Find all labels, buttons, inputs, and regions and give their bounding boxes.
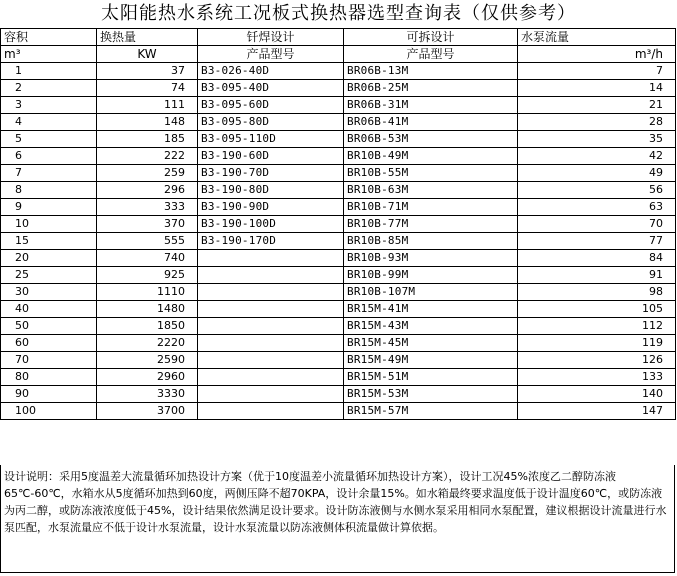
cell-volume: 60: [1, 335, 97, 352]
cell-brazed-model: [198, 335, 344, 352]
table-row: [1, 335, 676, 352]
table-row: [1, 250, 676, 267]
cell-brazed-model: B3-026-40D: [198, 63, 344, 80]
cell-detachable-model: BR15M-57M: [344, 403, 518, 420]
header-brazed-design: 钎焊设计: [198, 29, 344, 46]
unit-heat: KW: [97, 46, 198, 63]
cell-detachable-model: BR10B-71M: [344, 199, 518, 216]
cell-detachable-model: BR06B-25M: [344, 80, 518, 97]
page-title: 太阳能热水系统工况板式换热器选型查询表（仅供参考）: [101, 3, 576, 24]
cell-heat: 555: [97, 233, 198, 250]
cell-brazed-model: [198, 352, 344, 369]
unit-detachable-model: 产品型号: [344, 46, 518, 63]
cell-brazed-model: [198, 284, 344, 301]
cell-heat: 222: [97, 148, 198, 165]
cell-heat: 3330: [97, 386, 198, 403]
cell-volume: 6: [1, 148, 97, 165]
cell-volume: 3: [1, 97, 97, 114]
cell-detachable-model: BR15M-53M: [344, 386, 518, 403]
cell-volume: 1: [1, 63, 97, 80]
cell-volume: 70: [1, 352, 97, 369]
cell-brazed-model: B3-190-80D: [198, 182, 344, 199]
cell-volume: 7: [1, 165, 97, 182]
cell-volume: 100: [1, 403, 97, 420]
cell-brazed-model: [198, 301, 344, 318]
cell-volume: 15: [1, 233, 97, 250]
unit-brazed-model: 产品型号: [198, 46, 344, 63]
cell-volume: 5: [1, 131, 97, 148]
cell-pump-flow: 28: [518, 114, 676, 131]
unit-volume: m³: [1, 46, 97, 63]
table-row: [1, 216, 676, 233]
cell-brazed-model: B3-190-60D: [198, 148, 344, 165]
header-heat-exchange: 换热量: [97, 29, 198, 46]
header-pump-flow: 水泵流量: [518, 29, 676, 46]
cell-pump-flow: 147: [518, 403, 676, 420]
header-row-1: [1, 29, 676, 46]
table-row: [1, 301, 676, 318]
cell-detachable-model: BR15M-43M: [344, 318, 518, 335]
cell-pump-flow: 7: [518, 63, 676, 80]
cell-volume: 90: [1, 386, 97, 403]
cell-detachable-model: BR10B-107M: [344, 284, 518, 301]
cell-pump-flow: 119: [518, 335, 676, 352]
cell-volume: 8: [1, 182, 97, 199]
cell-pump-flow: 84: [518, 250, 676, 267]
cell-detachable-model: BR10B-55M: [344, 165, 518, 182]
cell-brazed-model: [198, 386, 344, 403]
cell-pump-flow: 70: [518, 216, 676, 233]
table-row: [1, 199, 676, 216]
cell-brazed-model: B3-095-40D: [198, 80, 344, 97]
table-row: [1, 97, 676, 114]
header-detachable-design: 可拆设计: [344, 29, 518, 46]
cell-brazed-model: [198, 250, 344, 267]
cell-heat: 111: [97, 97, 198, 114]
cell-detachable-model: BR15M-45M: [344, 335, 518, 352]
cell-pump-flow: 77: [518, 233, 676, 250]
cell-heat: 370: [97, 216, 198, 233]
cell-volume: 25: [1, 267, 97, 284]
cell-heat: 296: [97, 182, 198, 199]
cell-detachable-model: BR10B-63M: [344, 182, 518, 199]
cell-heat: 1480: [97, 301, 198, 318]
cell-brazed-model: B3-190-170D: [198, 233, 344, 250]
cell-detachable-model: BR06B-13M: [344, 63, 518, 80]
cell-volume: 4: [1, 114, 97, 131]
cell-heat: 2960: [97, 369, 198, 386]
header-volume: 容积: [1, 29, 97, 46]
table-row: [1, 403, 676, 420]
table-row: [1, 267, 676, 284]
cell-heat: 3700: [97, 403, 198, 420]
cell-volume: 80: [1, 369, 97, 386]
cell-brazed-model: B3-190-70D: [198, 165, 344, 182]
cell-detachable-model: BR10B-49M: [344, 148, 518, 165]
cell-detachable-model: BR10B-77M: [344, 216, 518, 233]
cell-pump-flow: 14: [518, 80, 676, 97]
cell-pump-flow: 105: [518, 301, 676, 318]
cell-brazed-model: [198, 318, 344, 335]
cell-pump-flow: 35: [518, 131, 676, 148]
table-row: [1, 63, 676, 80]
table-row: [1, 284, 676, 301]
cell-pump-flow: 98: [518, 284, 676, 301]
cell-volume: 9: [1, 199, 97, 216]
cell-pump-flow: 42: [518, 148, 676, 165]
cell-detachable-model: BR15M-49M: [344, 352, 518, 369]
cell-heat: 2590: [97, 352, 198, 369]
cell-heat: 1850: [97, 318, 198, 335]
table-row: [1, 352, 676, 369]
cell-pump-flow: 91: [518, 267, 676, 284]
cell-pump-flow: 140: [518, 386, 676, 403]
table-row: [1, 369, 676, 386]
cell-heat: 37: [97, 63, 198, 80]
cell-pump-flow: 133: [518, 369, 676, 386]
cell-volume: 20: [1, 250, 97, 267]
cell-pump-flow: 56: [518, 182, 676, 199]
cell-volume: 10: [1, 216, 97, 233]
cell-brazed-model: B3-190-90D: [198, 199, 344, 216]
cell-detachable-model: BR06B-41M: [344, 114, 518, 131]
table-row: [1, 386, 676, 403]
table-row: [1, 131, 676, 148]
cell-pump-flow: 126: [518, 352, 676, 369]
cell-brazed-model: [198, 369, 344, 386]
cell-detachable-model: BR10B-99M: [344, 267, 518, 284]
cell-heat: 925: [97, 267, 198, 284]
table-row: [1, 148, 676, 165]
cell-heat: 148: [97, 114, 198, 131]
cell-detachable-model: BR06B-53M: [344, 131, 518, 148]
table-row: [1, 182, 676, 199]
table-row: [1, 114, 676, 131]
cell-volume: 40: [1, 301, 97, 318]
cell-heat: 74: [97, 80, 198, 97]
cell-heat: 333: [97, 199, 198, 216]
cell-detachable-model: BR10B-93M: [344, 250, 518, 267]
cell-heat: 740: [97, 250, 198, 267]
cell-detachable-model: BR06B-31M: [344, 97, 518, 114]
cell-pump-flow: 49: [518, 165, 676, 182]
design-notes: 设计说明：采用5度温差大流量循环加热设计方案（优于10度温差小流量循环加热设计方案），设计工况45%浓度乙二醇防冻液65℃-60℃，水箱水从5度循环加热到60度，两侧压降不超70KPA，设计余量15%。如水箱最终要求温度低于设计温度60℃，或防冻液为丙二醇，或防冻液浓度低于45%，设计结果依然满足设计要求。设计防冻液侧与水侧水泵采用相同水泵配置，建议根据设计流量进行水泵匹配，水泵流量应不低于设计水泵流量，设计水泵流量以防冻液侧体积流量做计算依据。: [0, 465, 675, 573]
table-row: [1, 233, 676, 250]
header-row-2: [1, 46, 676, 63]
selection-table: [0, 28, 676, 420]
cell-pump-flow: 112: [518, 318, 676, 335]
cell-brazed-model: B3-095-110D: [198, 131, 344, 148]
cell-detachable-model: BR15M-51M: [344, 369, 518, 386]
cell-volume: 50: [1, 318, 97, 335]
cell-heat: 1110: [97, 284, 198, 301]
unit-pump-flow: m³/h: [518, 46, 676, 63]
cell-detachable-model: BR15M-41M: [344, 301, 518, 318]
cell-brazed-model: B3-095-60D: [198, 97, 344, 114]
cell-detachable-model: BR10B-85M: [344, 233, 518, 250]
cell-brazed-model: B3-095-80D: [198, 114, 344, 131]
cell-pump-flow: 21: [518, 97, 676, 114]
cell-volume: 2: [1, 80, 97, 97]
table-row: [1, 165, 676, 182]
cell-heat: 259: [97, 165, 198, 182]
table-row: [1, 80, 676, 97]
cell-volume: 30: [1, 284, 97, 301]
cell-brazed-model: [198, 267, 344, 284]
cell-heat: 2220: [97, 335, 198, 352]
cell-brazed-model: B3-190-100D: [198, 216, 344, 233]
cell-brazed-model: [198, 403, 344, 420]
table-row: [1, 318, 676, 335]
cell-pump-flow: 63: [518, 199, 676, 216]
cell-heat: 185: [97, 131, 198, 148]
